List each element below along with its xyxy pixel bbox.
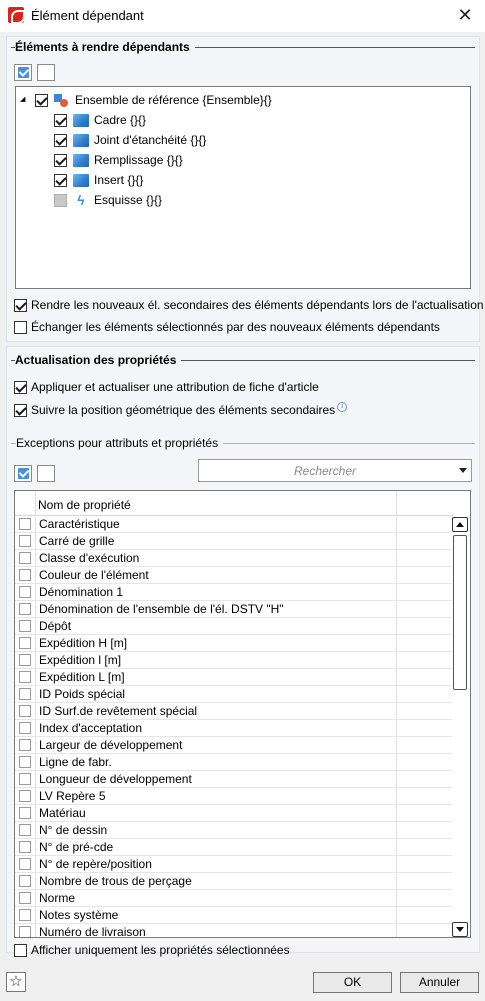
row-checkbox[interactable]	[19, 637, 31, 649]
property-name-cell: LV Repère 5	[39, 789, 106, 803]
scroll-thumb[interactable]	[453, 535, 467, 690]
property-name-cell: Dénomination de l'ensemble de l'él. DSTV "H"	[39, 602, 284, 616]
table-row[interactable]	[15, 907, 453, 924]
tree-item-label: Joint d'étanchéité {}{}	[94, 133, 207, 147]
property-name-cell: N° de repère/position	[39, 857, 152, 871]
table-row[interactable]	[15, 618, 453, 635]
tree-item-label: Cadre {}{}	[94, 113, 147, 127]
property-name-cell: Couleur de l'élément	[39, 568, 149, 582]
table-row[interactable]	[15, 822, 453, 839]
cube-icon	[73, 114, 89, 127]
window-title: Élément dépendant	[31, 8, 144, 23]
option-replace-selected[interactable]	[14, 320, 440, 334]
info-icon[interactable]: i	[337, 402, 347, 412]
table-row[interactable]	[15, 856, 453, 873]
dialog-body	[0, 32, 485, 1001]
option-show-selected-only[interactable]	[14, 943, 290, 957]
tree-item-remplissage[interactable]	[54, 151, 183, 169]
property-name-cell: Norme	[39, 891, 76, 905]
property-name-cell: N° de dessin	[39, 823, 108, 837]
property-name-cell: ID Poids spécial	[39, 687, 126, 701]
tree-item-esquisse[interactable]	[54, 191, 162, 209]
collapse-icon[interactable]: ◢	[20, 95, 26, 103]
property-name-cell: Dépôt	[39, 619, 72, 633]
option-label: Afficher uniquement les propriétés sélectionnées	[31, 943, 290, 957]
tree-item-checkbox	[54, 194, 67, 207]
table-row[interactable]	[15, 737, 453, 754]
property-name-cell: Caractéristique	[39, 517, 120, 531]
property-name-cell: Expédition H [m]	[39, 636, 128, 650]
properties-table[interactable]	[14, 490, 471, 938]
tree-item-checkbox[interactable]	[54, 174, 67, 187]
assembly-icon	[54, 94, 70, 107]
row-checkbox[interactable]	[19, 535, 31, 547]
table-row[interactable]	[15, 516, 453, 533]
property-name-cell: Expédition l [m]	[39, 653, 122, 667]
tree-item-cadre[interactable]	[54, 111, 146, 129]
table-header	[15, 491, 453, 516]
property-name-cell: Classe d'exécution	[39, 551, 140, 565]
table-row[interactable]	[15, 635, 453, 652]
row-checkbox[interactable]	[19, 773, 31, 785]
row-checkbox[interactable]	[19, 671, 31, 683]
property-name-cell: Longueur de développement	[39, 772, 192, 786]
table-row[interactable]	[15, 567, 453, 584]
cube-icon	[73, 154, 89, 167]
row-checkbox[interactable]	[19, 858, 31, 870]
column-header-property-name[interactable]: Nom de propriété	[38, 498, 131, 512]
cube-icon	[73, 174, 89, 187]
tree-item-checkbox[interactable]	[54, 154, 67, 167]
property-name-cell: Largeur de développement	[39, 738, 183, 752]
row-checkbox[interactable]	[19, 892, 31, 904]
row-checkbox[interactable]	[19, 552, 31, 564]
table-row[interactable]	[15, 754, 453, 771]
check-all-icon	[18, 67, 29, 78]
option-make-new-secondaries[interactable]	[14, 298, 484, 312]
table-row[interactable]	[15, 686, 453, 703]
property-name-cell: Numéro de livraison	[39, 925, 146, 938]
option-apply-article-sheet[interactable]	[14, 380, 319, 394]
row-checkbox[interactable]	[19, 688, 31, 700]
row-checkbox[interactable]	[19, 909, 31, 921]
property-name-cell: ID Surf.de revêtement spécial	[39, 704, 198, 718]
property-name-cell: Carré de grille	[39, 534, 115, 548]
dropdown-arrow-icon[interactable]	[459, 468, 467, 473]
row-checkbox[interactable]	[19, 722, 31, 734]
dialog-footer	[0, 969, 485, 1001]
tree-item-label: Ensemble de référence {Ensemble}{}	[75, 93, 272, 107]
tree-item-joint[interactable]	[54, 131, 206, 149]
tree-item-label: Insert {}{}	[94, 173, 144, 187]
row-checkbox[interactable]	[19, 926, 31, 938]
option-label: Échanger les éléments sélectionnés par des nouveaux éléments dépendants	[31, 320, 440, 334]
property-name-cell: Notes système	[39, 908, 119, 922]
option-checkbox[interactable]	[14, 381, 27, 394]
row-checkbox[interactable]	[19, 603, 31, 615]
scroll-up-button[interactable]	[452, 517, 468, 532]
table-row[interactable]	[15, 805, 453, 822]
vertical-scrollbar[interactable]	[452, 516, 468, 938]
check-all-properties-button[interactable]	[14, 465, 32, 482]
table-row[interactable]	[15, 839, 453, 856]
section-title: Actualisation des propriétés	[15, 353, 181, 367]
app-logo-icon	[8, 7, 24, 23]
row-checkbox[interactable]	[19, 790, 31, 802]
tree-item-root[interactable]	[20, 91, 272, 109]
tree-item-checkbox[interactable]	[54, 114, 67, 127]
option-label: Suivre la position géométrique des éléments secondaires	[31, 403, 336, 417]
tree-item-label: Esquisse {}{}	[94, 193, 163, 207]
tree-item-insert[interactable]	[54, 171, 143, 189]
row-checkbox[interactable]	[19, 518, 31, 530]
table-row[interactable]	[15, 550, 453, 567]
check-all-icon	[18, 468, 29, 479]
row-checkbox[interactable]	[19, 739, 31, 751]
option-label: Appliquer et actualiser une attribution de fiche d'article	[31, 380, 319, 394]
table-row[interactable]	[15, 601, 453, 618]
uncheck-all-button[interactable]	[37, 64, 55, 81]
title-bar	[0, 0, 485, 32]
table-row[interactable]	[15, 720, 453, 737]
table-row[interactable]	[15, 873, 453, 890]
scroll-down-button[interactable]	[452, 922, 468, 937]
uncheck-all-properties-button[interactable]	[37, 465, 55, 482]
table-row[interactable]	[15, 924, 453, 938]
option-checkbox[interactable]	[14, 299, 27, 312]
row-checkbox[interactable]	[19, 824, 31, 836]
table-row[interactable]	[15, 703, 453, 720]
option-checkbox[interactable]	[14, 404, 27, 417]
section-title: Éléments à rendre dépendants	[15, 40, 195, 54]
property-name-cell: N° de pré-cde	[39, 840, 114, 854]
row-checkbox[interactable]	[19, 756, 31, 768]
property-name-cell: Nombre de trous de perçage	[39, 874, 192, 888]
cube-icon	[73, 134, 89, 147]
dependent-elements-tree[interactable]	[15, 86, 471, 289]
exceptions-title: Exceptions pour attributs et propriétés	[16, 436, 223, 450]
table-row[interactable]	[15, 788, 453, 805]
row-checkbox[interactable]	[19, 620, 31, 632]
option-checkbox[interactable]	[14, 944, 27, 957]
check-all-button[interactable]	[14, 64, 32, 81]
tree-item-checkbox[interactable]	[54, 134, 67, 147]
row-checkbox[interactable]	[19, 586, 31, 598]
cancel-button[interactable]: Annuler	[400, 972, 479, 993]
tree-item-label: Remplissage {}{}	[94, 153, 183, 167]
row-checkbox[interactable]	[19, 807, 31, 819]
option-label: Rendre les nouveaux él. secondaires des éléments dépendants lors de l'actualisation	[31, 298, 484, 312]
table-row[interactable]	[15, 890, 453, 907]
property-name-cell: Index d'acceptation	[39, 721, 143, 735]
search-placeholder: Rechercher	[293, 464, 357, 478]
close-button[interactable]: ✕	[457, 5, 473, 25]
ok-button[interactable]: OK	[313, 972, 392, 993]
row-checkbox[interactable]	[19, 705, 31, 717]
sketch-icon: ϟ	[77, 191, 85, 208]
favorites-star-button[interactable]: ☆	[6, 972, 26, 992]
row-checkbox[interactable]	[19, 841, 31, 853]
property-name-cell: Expédition L [m]	[39, 670, 125, 684]
table-row[interactable]	[15, 771, 453, 788]
property-name-cell: Matériau	[39, 806, 86, 820]
row-checkbox[interactable]	[19, 654, 31, 666]
row-checkbox[interactable]	[19, 875, 31, 887]
option-follow-position[interactable]	[14, 403, 347, 417]
property-search-combobox[interactable]	[198, 459, 472, 482]
table-row[interactable]	[15, 669, 453, 686]
option-checkbox[interactable]	[14, 321, 27, 334]
property-name-cell: Ligne de fabr.	[39, 755, 112, 769]
property-name-cell: Dénomination 1	[39, 585, 124, 599]
table-row[interactable]	[15, 652, 453, 669]
row-checkbox[interactable]	[19, 569, 31, 581]
table-row[interactable]	[15, 584, 453, 601]
table-row[interactable]	[15, 533, 453, 550]
tree-item-checkbox[interactable]	[35, 94, 48, 107]
